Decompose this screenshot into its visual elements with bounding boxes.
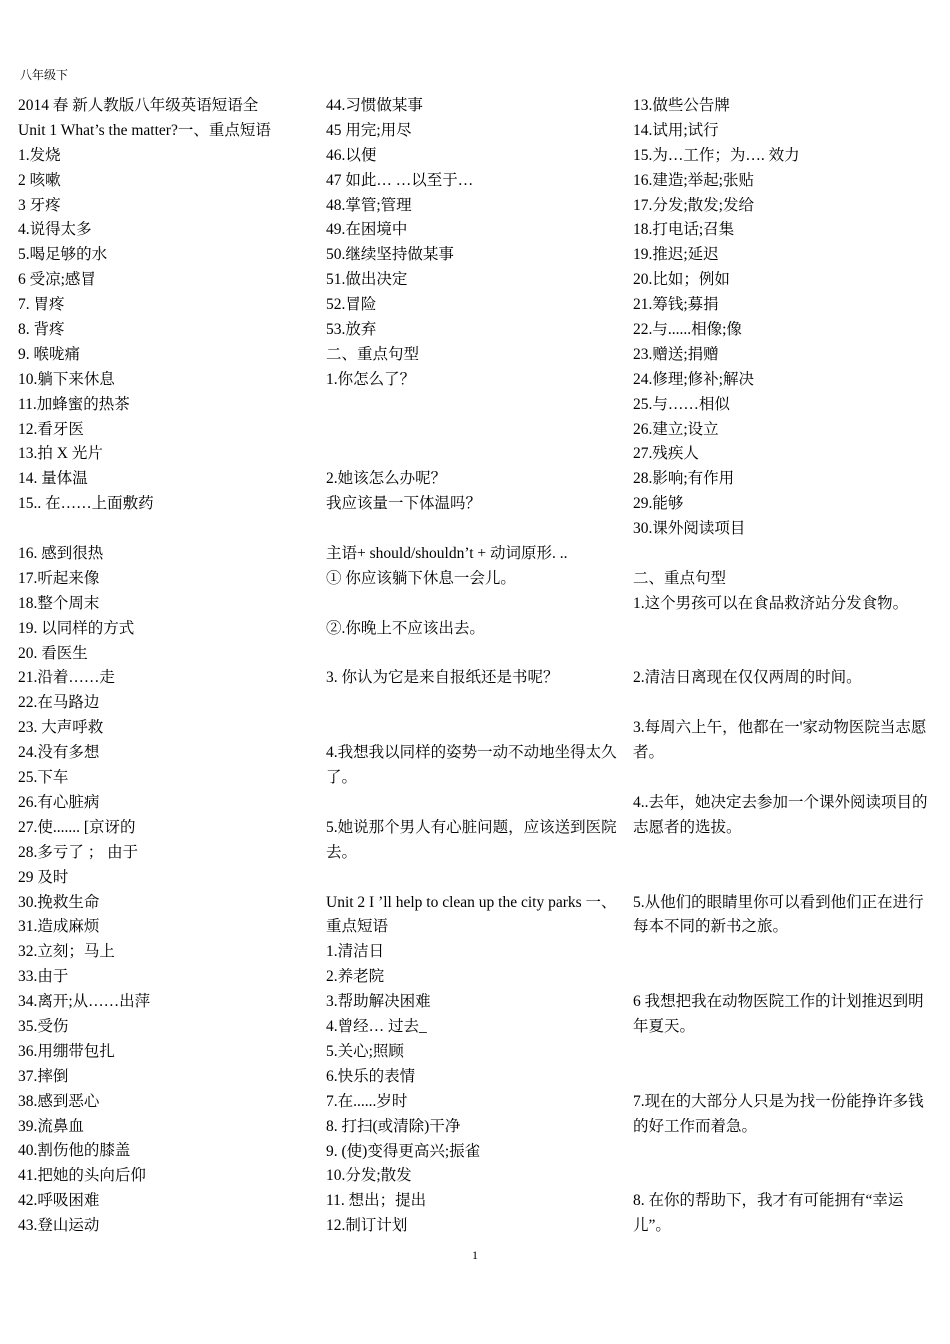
text-line: 33.由于	[18, 968, 69, 986]
text-line: 46.以便	[326, 146, 377, 164]
text-line: 45 用完;用尽	[326, 121, 412, 139]
blank-line	[633, 617, 938, 642]
text-line: 7.在......岁时	[326, 1092, 408, 1110]
blank-line	[633, 766, 938, 791]
text-line: 4.说得太多	[18, 221, 92, 239]
text-line: 6 我想把我在动物医院工作的计划推迟到明年夏天。	[633, 993, 924, 1036]
text-line: 5.从他们的眼睛里你可以看到他们正在进行每本不同的新书之旅。	[633, 893, 924, 936]
text-line: 9. (使)变得更高兴;振雀	[326, 1142, 481, 1160]
text-line: 28.多亏了 ； 由于	[18, 843, 139, 861]
text-line: 39.流鼻血	[18, 1117, 84, 1135]
text-line: 15.. 在……上面敷药	[18, 495, 154, 513]
blank-line	[633, 542, 938, 567]
text-line: 20. 看医生	[18, 644, 88, 662]
text-line: 7.现在的大部分人只是为找一份能挣许多钱的好工作而着急。	[633, 1092, 924, 1135]
text-line: 25.与……相似	[633, 395, 730, 413]
blank-line	[633, 965, 938, 990]
text-line: 44.习惯做某事	[326, 97, 423, 114]
text-line: 3. 你认为它是来自报纸还是书呢？	[326, 669, 559, 687]
text-line: 主语+ should/shouldn’t + 动词原形. ..	[326, 545, 568, 563]
blank-line	[633, 1140, 938, 1165]
text-line: 10.分发;散发	[326, 1167, 412, 1185]
column-2	[326, 94, 626, 1239]
blank-line	[633, 1040, 938, 1065]
text-line: 1.发烧	[18, 146, 61, 164]
text-line: 10.躺下来休息	[18, 370, 115, 388]
text-line: 19.推迟;延迟	[633, 246, 719, 264]
text-line: Unit 1 What’s the matter?一、重点短语	[18, 121, 271, 139]
text-line: 17.分发;散发;发给	[633, 196, 754, 214]
text-line: 27.残疾人	[633, 445, 699, 463]
text-line: 24.没有多想	[18, 744, 100, 762]
text-line: 18.整个周末	[18, 594, 100, 612]
text-line: 2.清洁日离现在仅仅两周的时间。	[633, 669, 862, 687]
text-line: 13.拍 X 光片	[18, 445, 103, 463]
text-line: 29 及时	[18, 868, 69, 886]
text-line: 5.喝足够的水	[18, 246, 108, 264]
text-line: 19. 以同样的方式	[18, 619, 135, 637]
text-line: 49.在困境中	[326, 221, 408, 239]
text-line: 22.与......相像;像	[633, 321, 742, 339]
text-line: 2.她该怎么办呢？	[326, 470, 447, 488]
text-line: 26.有心脏病	[18, 793, 100, 811]
text-line: 17.听起来像	[18, 569, 100, 587]
text-line: 43.登山运动	[18, 1217, 100, 1235]
blank-line	[326, 716, 626, 741]
text-line: 4.我想我以同样的姿势一动不动地坐得太久了。	[326, 744, 617, 787]
text-line: 25.下车	[18, 769, 69, 787]
blank-line	[633, 691, 938, 716]
text-line: 16.建造;举起;张贴	[633, 171, 754, 189]
text-line: 1.你怎么了？	[326, 370, 416, 388]
text-line: 29.能够	[633, 495, 684, 513]
blank-line	[633, 866, 938, 891]
text-line: 14. 量体温	[18, 470, 88, 488]
blank-line	[326, 393, 626, 418]
blank-line	[326, 791, 626, 816]
text-line: 34.离开;从……出萍	[18, 993, 151, 1011]
text-line: 1.这个男孩可以在食品救济站分发食物。	[633, 594, 909, 612]
text-line: 22.在马路边	[18, 694, 100, 712]
text-line: 4.曾经… 过去_	[326, 1018, 427, 1036]
text-line: 35.受伤	[18, 1017, 69, 1035]
text-line: 5.她说那个男人有心脏问题，应该送到医院去。	[326, 818, 617, 861]
text-line: 14.试用;试行	[633, 121, 719, 139]
blank-line	[326, 517, 626, 542]
text-line: 26.建立;设立	[633, 420, 719, 438]
blank-line	[633, 841, 938, 866]
text-line: 42.呼吸困难	[18, 1192, 100, 1210]
text-line: ① 你应该躺下休息一会儿。	[326, 569, 516, 587]
blank-line	[326, 442, 626, 467]
text-line: 48.掌管;管理	[326, 196, 412, 214]
text-line: 23.赠送;捐赠	[633, 345, 719, 363]
text-line: 11.加蜂蜜的热茶	[18, 395, 130, 413]
page-number: 1	[472, 1248, 478, 1262]
text-line: 50.继续坚持做某事	[326, 246, 454, 264]
text-line: Unit 2 I ’ll help to clean up the city parks 一、重点短语	[326, 893, 617, 936]
text-line: 38.感到恶心	[18, 1092, 100, 1110]
text-line: 11. 想出；提出	[326, 1192, 427, 1210]
text-line: 16. 感到很热	[18, 545, 104, 563]
text-line: 2.养老院	[326, 968, 385, 986]
blank-line	[326, 691, 626, 716]
text-line: 3 牙疼	[18, 196, 61, 214]
page-header: 八年级下	[20, 68, 69, 82]
blank-line	[633, 940, 938, 965]
text-line: 15.为…工作；为…. 效力	[633, 146, 800, 164]
text-line: 21.沿着……走	[18, 669, 115, 687]
text-line: 3.每周六上午，他都在一'家动物医院当志愿者。	[633, 719, 927, 762]
column-3	[633, 94, 938, 1239]
text-line: 52.冒险	[326, 296, 377, 314]
text-line: 31.造成麻烦	[18, 918, 100, 936]
blank-line	[326, 418, 626, 443]
text-line: 47 如此… …以至于…	[326, 171, 474, 189]
text-line: 41.把她的头向后仰	[18, 1167, 146, 1185]
text-line: 3.帮助解决困难	[326, 993, 431, 1011]
blank-line	[633, 1164, 938, 1189]
text-line: 30.挽救生命	[18, 893, 100, 911]
text-line: 21.筹钱;募捐	[633, 296, 719, 314]
text-line: 12.看牙医	[18, 420, 84, 438]
text-line: 20.比如；例如	[633, 271, 730, 289]
text-line: 12.制订计划	[326, 1217, 408, 1235]
text-line: ②.你晚上不应该出去。	[326, 619, 485, 637]
blank-line	[633, 1065, 938, 1090]
text-line: 8. 背疼	[18, 321, 65, 339]
text-line: 二、重点句型	[633, 569, 727, 587]
blank-line	[633, 642, 938, 667]
text-line: 2 咳嗽	[18, 171, 61, 189]
text-line: 18.打电话;召集	[633, 221, 735, 239]
text-line: 我应该量一下体温吗？	[326, 495, 482, 513]
text-line: 1.清洁日	[326, 943, 385, 961]
text-line: 23. 大声呼救	[18, 719, 104, 737]
blank-line	[18, 517, 308, 542]
text-line: 24.修理;修补;解决	[633, 370, 754, 388]
blank-line	[326, 642, 626, 667]
text-line: 53.放弃	[326, 321, 377, 339]
text-line: 7. 胃疼	[18, 296, 65, 314]
column-1	[18, 94, 308, 1239]
text-line: 4..去年，她决定去参加一个课外阅读项目的志愿者的选拔。	[633, 793, 928, 836]
text-line: 32.立刻；马上	[18, 943, 115, 961]
text-line: 28.影响;有作用	[633, 470, 735, 488]
text-line: 36.用绷带包扎	[18, 1042, 115, 1060]
text-line: 40.割伤他的膝盖	[18, 1142, 131, 1160]
text-line: 6 受凉;感冒	[18, 271, 96, 289]
text-line: 8. 在你的帮助下，我才有可能拥有“幸运儿”。	[633, 1192, 904, 1235]
text-line: 2014 春 新人教版八年级英语短语全	[18, 97, 259, 114]
text-line: 51.做出决定	[326, 271, 408, 289]
text-line: 8. 打扫(或清除)干净	[326, 1117, 461, 1135]
text-line: 27.使....... [京讶的	[18, 818, 136, 836]
text-line: 37.摔倒	[18, 1067, 69, 1085]
text-line: 6.快乐的表情	[326, 1067, 416, 1085]
text-line: 二、重点句型	[326, 345, 420, 363]
text-line: 5.关心;照顾	[326, 1042, 404, 1060]
blank-line	[326, 592, 626, 617]
text-line: 9. 喉咙痛	[18, 345, 81, 363]
text-line: 13.做些公告牌	[633, 97, 730, 114]
text-line: 30.课外阅读项目	[633, 520, 746, 538]
blank-line	[326, 866, 626, 891]
